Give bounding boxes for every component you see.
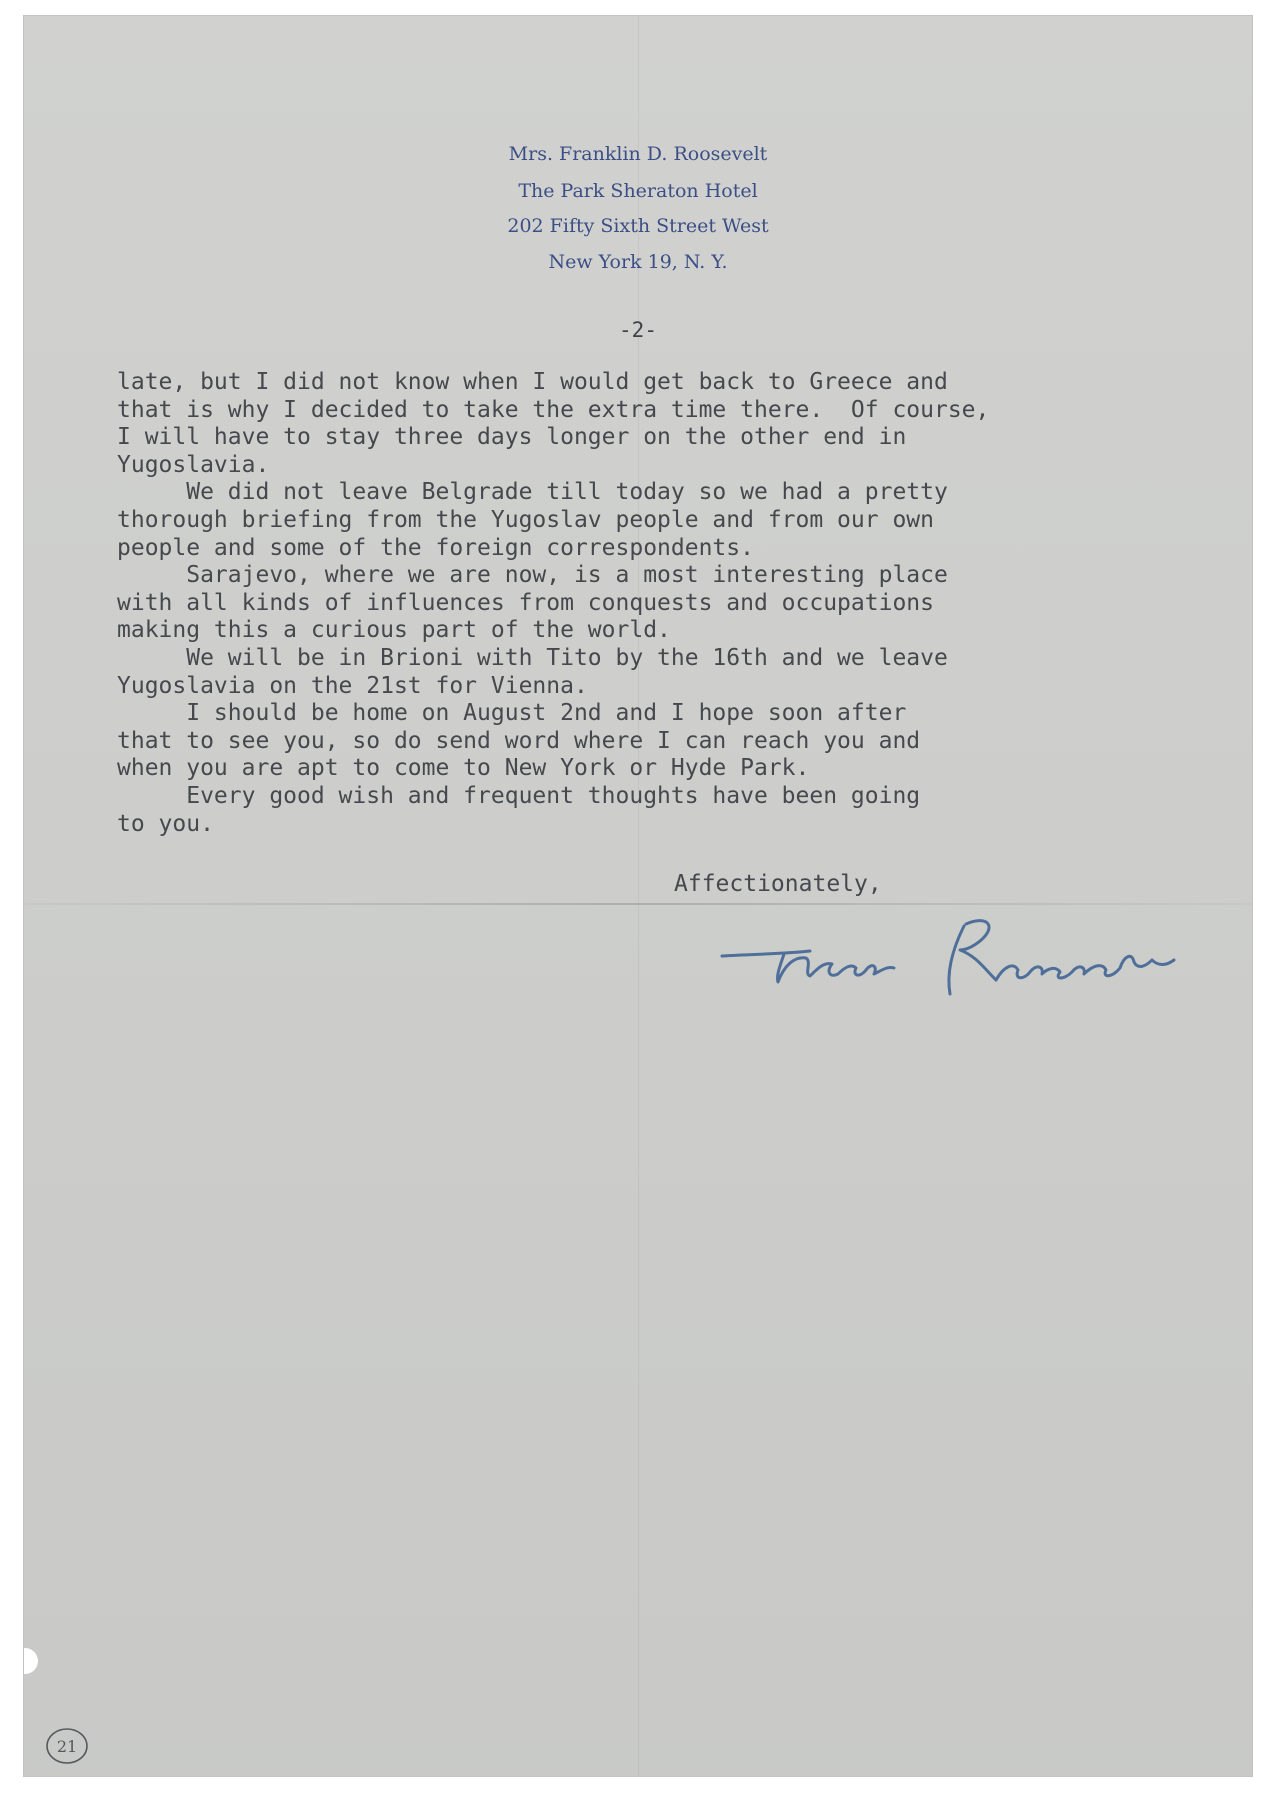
body-line: thorough briefing from the Yugoslav people and from our own: [117, 506, 934, 533]
body-line: We will be in Brioni with Tito by the 16th and we leave: [117, 644, 948, 671]
archive-number-text: 21: [56, 1737, 78, 1756]
body-line: when you are apt to come to New York or Hyde Park.: [117, 755, 810, 782]
body-line: with all kinds of influences from conquests and occupations: [117, 589, 934, 616]
vertical-fold-crease: [638, 16, 639, 1776]
letterhead-street: 202 Fifty Sixth Street West: [507, 215, 769, 237]
letter-sheet: [24, 16, 1252, 1776]
body-line: people and some of the foreign correspondents.: [117, 534, 754, 561]
body-line: Yugoslavia on the 21st for Vienna.: [117, 672, 588, 699]
letterhead-hotel: The Park Sheraton Hotel: [518, 180, 758, 202]
body-line: that is why I decided to take the extra time there. Of course,: [117, 396, 990, 423]
body-line: Sarajevo, where we are now, is a most interesting place: [117, 562, 948, 589]
body-line: I should be home on August 2nd and I hope soon after: [117, 700, 907, 727]
letterhead-city: New York 19, N. Y.: [548, 251, 728, 273]
handwritten-signature: [714, 896, 1234, 1006]
page-number: -2-: [619, 318, 657, 342]
torn-edge: [24, 1648, 38, 1674]
body-line: that to see you, so do send word where I can reach you and: [117, 727, 921, 754]
body-line: to you.: [117, 810, 214, 837]
body-line: late, but I did not know when I would get back to Greece and: [117, 369, 948, 395]
body-line: Yugoslavia.: [117, 451, 270, 478]
body-line: We did not leave Belgrade till today so we had a pretty: [117, 479, 948, 506]
closing-salutation: Affectionately,: [674, 871, 882, 897]
body-line: making this a curious part of the world.: [117, 617, 671, 644]
letterhead-name: Mrs. Franklin D. Roosevelt: [508, 143, 768, 165]
archive-number-circle: [44, 1726, 90, 1766]
body-line: I will have to stay three days longer on the other end in: [117, 424, 907, 451]
body-line: Every good wish and frequent thoughts have been going: [117, 782, 921, 809]
letter-body: [117, 369, 1177, 838]
